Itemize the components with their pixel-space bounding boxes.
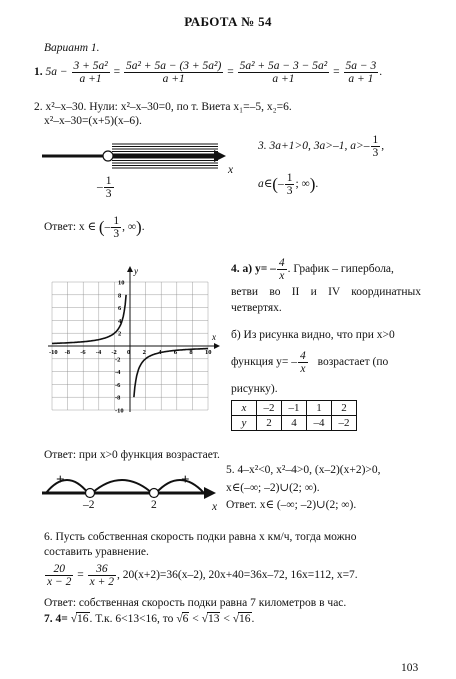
table-cell: –2 (257, 401, 282, 416)
problem-1: 1. 5a − $\frac{\text{3 + 5a²}}{a +1}$ = $\frac{\text{5a² + 5a − (3 + 5a²)}}{a +1}$ = $\frac{\text{5a² + 5a − 3 − 5a²}}{a +1}$ = $\frac{5a - 3}{a + 1}$ . (34, 60, 383, 85)
variant-label: Вариант 1. (44, 42, 100, 54)
number-line-2-point-1 (86, 489, 95, 498)
graph-x-arrow (214, 343, 220, 349)
y-tick-label: 6 (118, 305, 122, 313)
y-tick-label: 10 (118, 279, 125, 287)
problem-6-line-2: составить уравнение. (44, 546, 149, 558)
x-tick-label: -8 (64, 349, 71, 356)
problem-4-line-6: рисунку). (231, 383, 278, 395)
table-cell: 2 (257, 416, 282, 431)
number-line-2-arrow (204, 487, 216, 499)
problem-4-line-2: ветви во II и IV координатных (231, 286, 421, 298)
problem-4-line-3: четвертях. (231, 302, 282, 314)
sign-arc-1 (46, 480, 88, 493)
x-tick-label: -2 (111, 349, 117, 356)
table-cell: –1 (282, 401, 307, 416)
problem-4-line-4: б) Из рисунка видно, что при x>0 (231, 329, 395, 341)
y-tick-label: -4 (115, 369, 121, 377)
problem-5-line-1: 5. 4–x²<0, x²–4>0, (x–2)(x+2)>0, (226, 464, 381, 476)
p1-lead: 5a − (45, 66, 68, 79)
answer-2: Ответ: при x>0 функция возрастает. (44, 449, 220, 461)
page-title: РАБОТА № 54 (184, 14, 272, 29)
x-tick-label: 10 (205, 349, 212, 356)
table-cell: –4 (307, 416, 332, 431)
x-tick-label: -10 (49, 349, 58, 356)
p1-fraction-2: $\frac{\text{5a² + 5a − (3 + 5a²)}}{a +1}$ (125, 60, 222, 85)
x-tick-label: -4 (95, 349, 102, 356)
sign-arc-3 (156, 480, 204, 493)
page-number: 103 (401, 662, 419, 674)
table-cell: 4 (282, 416, 307, 431)
number-line-2 (40, 463, 218, 513)
hyperbola-graph (44, 266, 222, 414)
answer-1: Ответ: x ∈ (– $\frac{1}{3}$ , ∞). (44, 215, 145, 240)
graph-x-axis-label: x (212, 332, 216, 342)
problem-2-line-1: 2. x²–x–30. Нули: x²–x–30=0, по т. Виета x₁=–5, x₂=6. (34, 101, 292, 113)
problem-1-number: 1. (34, 66, 43, 79)
number-line-2-axis-label: x (212, 501, 218, 513)
table-cell: –2 (332, 416, 357, 431)
graph-y-tick-labels (115, 280, 125, 415)
y-tick-label: 4 (118, 317, 122, 325)
p1-fraction-4: $\frac{5a - 3}{a + 1}$ (345, 60, 377, 85)
p1-fraction-3: $\frac{\text{5a² + 5a − 3 − 5a²}}{a +1}$ (239, 60, 328, 85)
y-tick-label: -2 (115, 356, 121, 364)
table-cell: x (232, 401, 257, 416)
graph-y-arrow (127, 266, 133, 272)
x-tick-label: 6 (173, 349, 178, 356)
y-tick-label: 8 (118, 292, 122, 300)
problem-6-line-1: 6. Пусть собственная скорость подки равна x км/ч, тогда можно (44, 531, 357, 543)
y-tick-label: -8 (115, 394, 121, 402)
problem-7: 7. 4= √16. Т.к. 6<13<16, то √6 < √13 < √16. (44, 613, 255, 625)
number-line-2-label-2: 2 (151, 499, 157, 511)
table-cell: 2 (332, 401, 357, 416)
graph-y-axis-label: y (134, 266, 138, 276)
problem-6-equation: $\frac{20}{x - 2}$ = $\frac{36}{x + 2}$ , 20(x+2)=36(x–2), 20x+40=36x–72, 16x=112, x=7. (47, 563, 358, 588)
number-line-2-label-1: –2 (83, 499, 95, 511)
problem-4-line-5: функция y= – $\frac{4}{x}$ возрастает (по (231, 350, 389, 375)
problem-5-line-2: x∈(–∞; –2)∪(2; ∞). (226, 482, 320, 494)
table-row (232, 401, 357, 416)
x-tick-label: 2 (142, 349, 146, 356)
x-tick-label: 8 (189, 349, 193, 356)
x-tick-label: 0 (127, 349, 131, 356)
table-cell: 1 (307, 401, 332, 416)
y-tick-label: -6 (115, 381, 121, 389)
number-line-1-tick-label: – $\frac{1}{3}$ (97, 175, 112, 200)
y-tick-label: 2 (118, 330, 122, 338)
number-line-2-point-2 (150, 489, 159, 498)
table-row (232, 416, 357, 431)
problem-4-line-1: 4. а) y= – $\frac{4}{x}$ . График – гипербола, (231, 257, 394, 282)
problem-3-line-1: 3. 3a+1>0, 3a>–1, a>– $\frac{1}{3}$ , (258, 134, 385, 159)
sign-minus: – (117, 472, 125, 488)
x-tick-label: -6 (80, 349, 86, 356)
values-table (231, 400, 357, 431)
hyperbola-branch-quadrant-2 (52, 295, 126, 344)
number-line-1-axis-label: x (228, 164, 234, 176)
x-tick-label: 4 (158, 349, 162, 356)
problem-5-line-3: Ответ. x∈ (–∞; –2)∪(2; ∞). (226, 499, 357, 511)
number-line-1-open-point (103, 151, 113, 161)
sqrt-sign: √ (70, 613, 77, 625)
table-cell: y (232, 416, 257, 431)
p1-fraction-1: $\frac{\text{3 + 5a²}}{a +1}$ (73, 60, 108, 85)
sign-plus-1: + (56, 472, 65, 488)
problem-6-answer: Ответ: собственная скорость подки равна 7 километров в час. (44, 597, 347, 609)
number-line-1 (40, 136, 240, 202)
y-tick-label: -10 (115, 407, 124, 414)
problem-2-line-2: x²–x–30=(x+5)(x–6). (44, 115, 142, 127)
sign-plus-2: + (181, 472, 190, 488)
problem-3-line-2: a∈(– $\frac{1}{3}$ ; ∞). (258, 172, 319, 197)
